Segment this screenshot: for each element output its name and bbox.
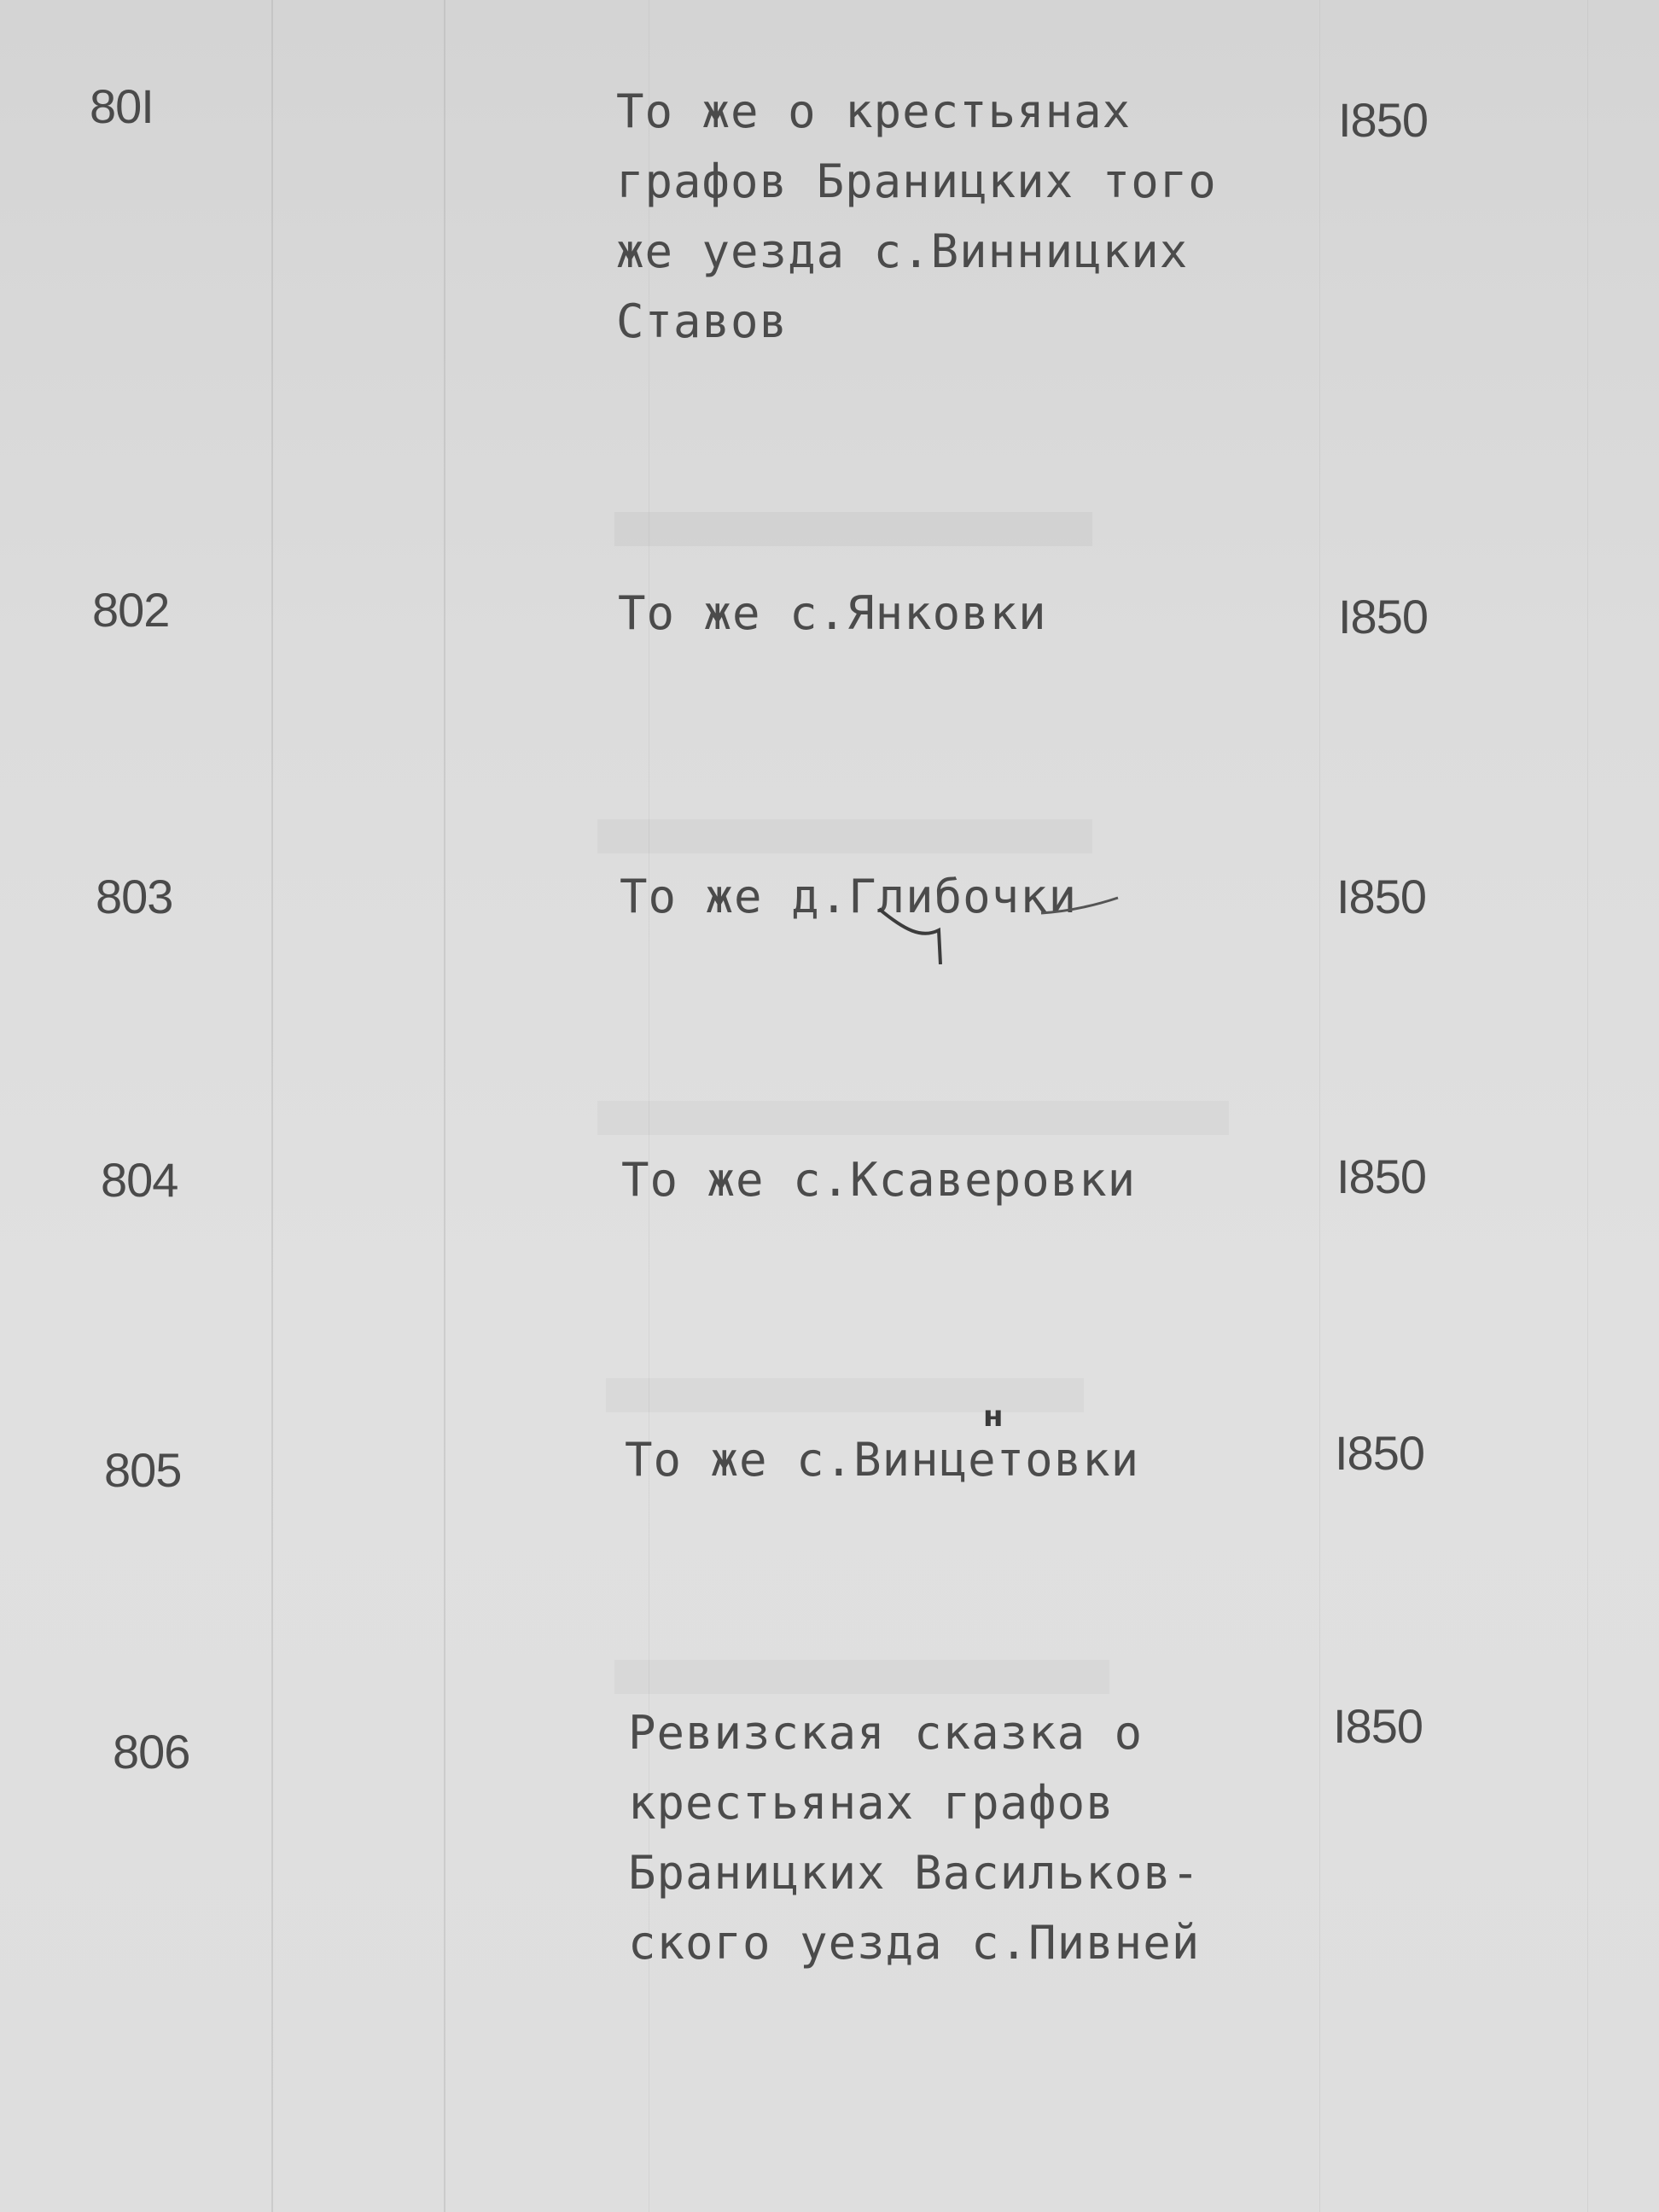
entry-year: I850 xyxy=(1338,590,1428,643)
handwritten-letter-correction: н xyxy=(983,1400,1004,1434)
entry-year: I850 xyxy=(1336,1150,1426,1203)
entry-description: То же д.Глибочки xyxy=(620,870,1078,923)
rule-line xyxy=(1319,0,1320,2212)
entry-description: То же с.Винцетовки xyxy=(625,1433,1140,1487)
entry-description: Ревизская сказка о крестьянах графов Браницких Васильков- ского уезда с.Пивней xyxy=(628,1706,1201,1970)
bleed-through-mark xyxy=(614,512,1092,546)
entry-year: I850 xyxy=(1338,93,1428,147)
entry-year: I850 xyxy=(1335,1426,1424,1480)
handwritten-correction-mark xyxy=(870,879,1126,964)
entry-number: 803 xyxy=(96,870,173,923)
entry-number: 802 xyxy=(92,583,170,637)
entry-number: 806 xyxy=(113,1725,190,1778)
entry-number: 80I xyxy=(90,79,154,133)
rule-line xyxy=(1587,0,1588,2212)
entry-year: I850 xyxy=(1333,1699,1423,1753)
entry-description: То же о крестьянах графов Браницких того же уезда с.Винницких Ставов xyxy=(616,84,1217,348)
entry-description: То же с.Ксаверовки xyxy=(621,1153,1137,1207)
bleed-through-mark xyxy=(606,1378,1084,1412)
entry-description: То же с.Янковки xyxy=(618,586,1047,640)
entry-number: 804 xyxy=(101,1153,178,1207)
entry-year: I850 xyxy=(1336,870,1426,923)
rule-line xyxy=(444,0,445,2212)
bleed-through-mark xyxy=(597,1101,1229,1135)
rule-line xyxy=(271,0,273,2212)
entry-number: 805 xyxy=(104,1443,182,1497)
bleed-through-mark xyxy=(614,1660,1109,1694)
bleed-through-mark xyxy=(597,819,1092,853)
